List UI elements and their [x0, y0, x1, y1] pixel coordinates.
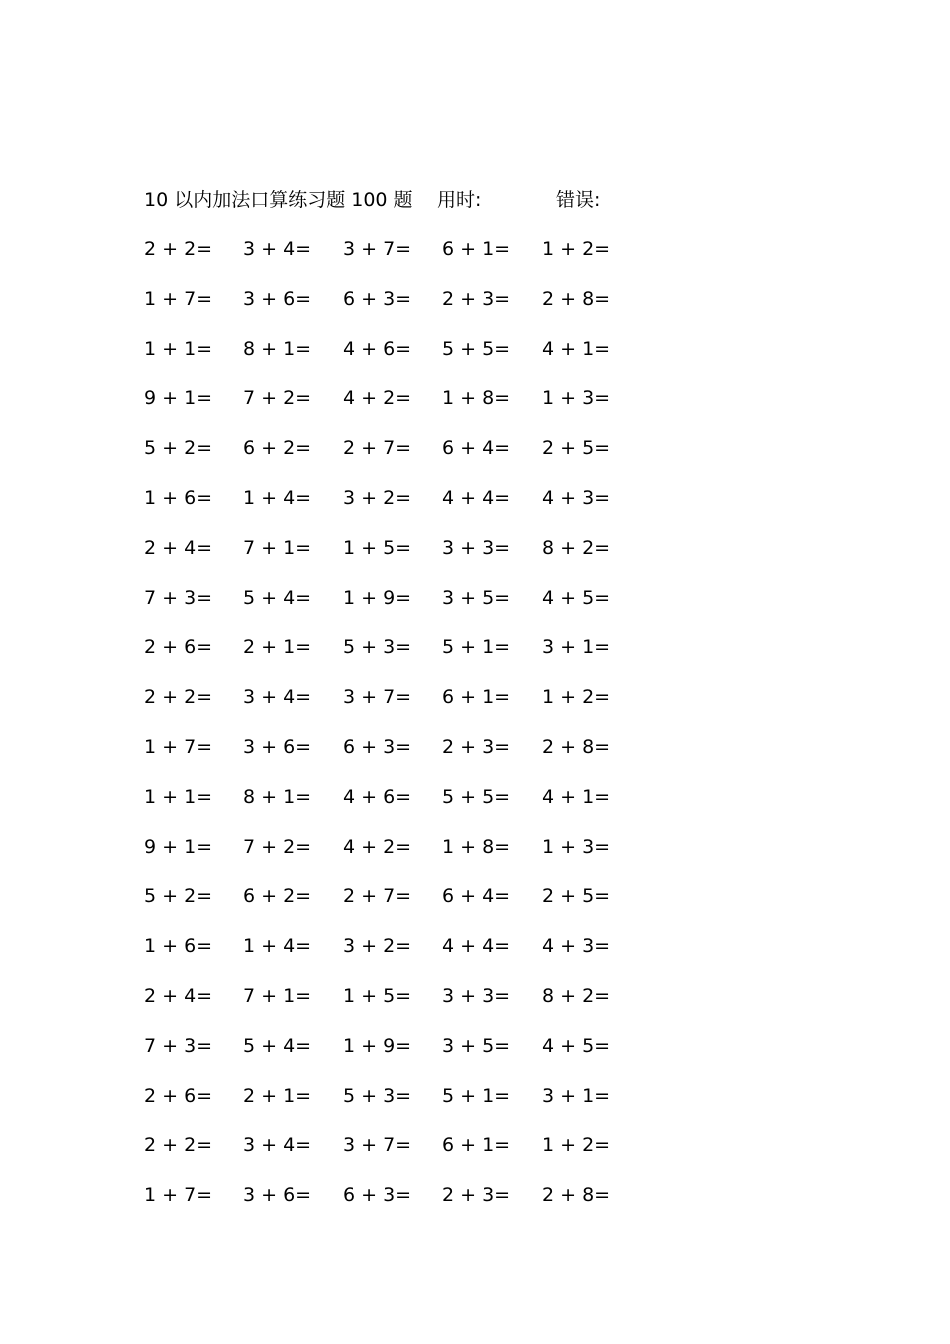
problem-row: [144, 681, 644, 731]
addition-problem: 7 + 1=: [243, 536, 312, 559]
addition-problem: 7 + 1=: [243, 984, 312, 1007]
addition-problem: 1 + 8=: [442, 387, 511, 410]
addition-problem: 8 + 1=: [243, 337, 312, 360]
addition-problem: 2 + 4=: [144, 984, 213, 1007]
problem-row: [144, 432, 644, 482]
addition-problem: 2 + 7=: [343, 437, 412, 460]
addition-problem: 1 + 3=: [542, 387, 611, 410]
addition-problem: 7 + 2=: [243, 387, 312, 410]
problem-row: [144, 880, 644, 930]
addition-problem: 3 + 3=: [442, 536, 511, 559]
addition-problem: 4 + 6=: [343, 785, 412, 808]
addition-problem: 1 + 2=: [542, 238, 611, 260]
addition-problem: 3 + 7=: [343, 238, 412, 260]
addition-problem: 5 + 1=: [442, 636, 511, 659]
addition-problem: 5 + 5=: [442, 337, 511, 360]
addition-problem: 1 + 9=: [343, 1034, 412, 1057]
addition-problem: 9 + 1=: [144, 835, 213, 858]
addition-problem: 6 + 1=: [442, 238, 511, 260]
addition-problem: 6 + 3=: [343, 287, 412, 310]
addition-problem: 3 + 7=: [343, 1134, 412, 1157]
addition-problem: 2 + 8=: [542, 1184, 611, 1207]
addition-problem: 3 + 6=: [243, 1184, 312, 1207]
addition-problem: 4 + 6=: [343, 337, 412, 360]
addition-problem: 6 + 3=: [343, 1184, 412, 1207]
addition-problem: 1 + 6=: [144, 935, 213, 958]
problem-row: [144, 333, 644, 383]
addition-problem: 3 + 2=: [343, 486, 412, 509]
addition-problem: 6 + 2=: [243, 437, 312, 460]
problem-row: [144, 1080, 644, 1130]
addition-problem: 3 + 4=: [243, 686, 312, 709]
addition-problem: 4 + 3=: [542, 935, 611, 958]
addition-problem: 1 + 1=: [144, 785, 213, 808]
addition-problem: 7 + 3=: [144, 586, 213, 609]
problem-row: [144, 1129, 644, 1179]
addition-problem: 3 + 5=: [442, 1034, 511, 1057]
addition-problem: 6 + 4=: [442, 437, 511, 460]
addition-problem: 5 + 3=: [343, 1084, 412, 1107]
addition-problem: 6 + 1=: [442, 686, 511, 709]
addition-problem: 2 + 5=: [542, 885, 611, 908]
addition-problem: 2 + 5=: [542, 437, 611, 460]
worksheet-header: [144, 186, 624, 214]
addition-problem: 6 + 2=: [243, 885, 312, 908]
addition-problem: 2 + 3=: [442, 287, 511, 310]
addition-problem: 4 + 3=: [542, 486, 611, 509]
addition-problem: 6 + 3=: [343, 735, 412, 758]
problem-row: [144, 1030, 644, 1080]
addition-problem: 8 + 1=: [243, 785, 312, 808]
addition-problem: 1 + 1=: [144, 337, 213, 360]
addition-problem: 1 + 8=: [442, 835, 511, 858]
addition-problem: 1 + 4=: [243, 935, 312, 958]
addition-problem: 7 + 2=: [243, 835, 312, 858]
addition-problem: 3 + 6=: [243, 735, 312, 758]
addition-problem: 3 + 3=: [442, 984, 511, 1007]
problem-row: [144, 980, 644, 1030]
addition-problem: 2 + 2=: [144, 1134, 213, 1157]
addition-problem: 1 + 7=: [144, 735, 213, 758]
addition-problem: 1 + 4=: [243, 486, 312, 509]
problem-grid: [144, 233, 644, 1229]
addition-problem: 1 + 7=: [144, 287, 213, 310]
addition-problem: 3 + 1=: [542, 636, 611, 659]
addition-problem: 4 + 4=: [442, 935, 511, 958]
addition-problem: 3 + 4=: [243, 1134, 312, 1157]
addition-problem: 2 + 6=: [144, 636, 213, 659]
addition-problem: 6 + 1=: [442, 1134, 511, 1157]
addition-problem: 8 + 2=: [542, 536, 611, 559]
addition-problem: 1 + 3=: [542, 835, 611, 858]
addition-problem: 1 + 5=: [343, 536, 412, 559]
problem-row: [144, 831, 644, 881]
addition-problem: 2 + 3=: [442, 1184, 511, 1207]
addition-problem: 1 + 2=: [542, 686, 611, 709]
problem-row: [144, 532, 644, 582]
addition-problem: 3 + 7=: [343, 686, 412, 709]
problem-row: [144, 382, 644, 432]
addition-problem: 3 + 2=: [343, 935, 412, 958]
addition-problem: 1 + 5=: [343, 984, 412, 1007]
addition-problem: 5 + 2=: [144, 437, 213, 460]
problem-row: [144, 631, 644, 681]
addition-problem: 4 + 2=: [343, 835, 412, 858]
problem-row: [144, 283, 644, 333]
addition-problem: 3 + 1=: [542, 1084, 611, 1107]
addition-problem: 2 + 2=: [144, 238, 213, 260]
addition-problem: 2 + 7=: [343, 885, 412, 908]
addition-problem: 4 + 5=: [542, 1034, 611, 1057]
addition-problem: 1 + 7=: [144, 1184, 213, 1207]
addition-problem: 4 + 1=: [542, 337, 611, 360]
addition-problem: 2 + 6=: [144, 1084, 213, 1107]
addition-problem: 8 + 2=: [542, 984, 611, 1007]
problem-row: [144, 582, 644, 632]
addition-problem: 4 + 2=: [343, 387, 412, 410]
addition-problem: 5 + 3=: [343, 636, 412, 659]
time-used-label: 用时:: [437, 189, 482, 211]
addition-problem: 3 + 6=: [243, 287, 312, 310]
problem-row: [144, 731, 644, 781]
addition-problem: 5 + 4=: [243, 1034, 312, 1057]
addition-problem: 5 + 2=: [144, 885, 213, 908]
problem-row: [144, 930, 644, 980]
addition-problem: 3 + 4=: [243, 238, 312, 260]
addition-problem: 9 + 1=: [144, 387, 213, 410]
addition-problem: 2 + 8=: [542, 735, 611, 758]
addition-problem: 5 + 1=: [442, 1084, 511, 1107]
error-count-label: 错误:: [556, 189, 601, 211]
addition-problem: 2 + 8=: [542, 287, 611, 310]
addition-problem: 1 + 6=: [144, 486, 213, 509]
addition-problem: 4 + 5=: [542, 586, 611, 609]
addition-problem: 6 + 4=: [442, 885, 511, 908]
addition-problem: 2 + 3=: [442, 735, 511, 758]
addition-problem: 2 + 2=: [144, 686, 213, 709]
addition-problem: 5 + 5=: [442, 785, 511, 808]
addition-problem: 4 + 1=: [542, 785, 611, 808]
addition-problem: 1 + 2=: [542, 1134, 611, 1157]
addition-problem: 4 + 4=: [442, 486, 511, 509]
problem-row: [144, 482, 644, 532]
addition-problem: 1 + 9=: [343, 586, 412, 609]
problem-row: [144, 1179, 644, 1229]
addition-problem: 7 + 3=: [144, 1034, 213, 1057]
addition-problem: 2 + 1=: [243, 636, 312, 659]
worksheet-title: 10 以内加法口算练习题 100 题: [144, 189, 413, 211]
problem-row: [144, 781, 644, 831]
addition-problem: 2 + 4=: [144, 536, 213, 559]
addition-problem: 3 + 5=: [442, 586, 511, 609]
addition-problem: 2 + 1=: [243, 1084, 312, 1107]
problem-row: [144, 233, 644, 283]
addition-problem: 5 + 4=: [243, 586, 312, 609]
